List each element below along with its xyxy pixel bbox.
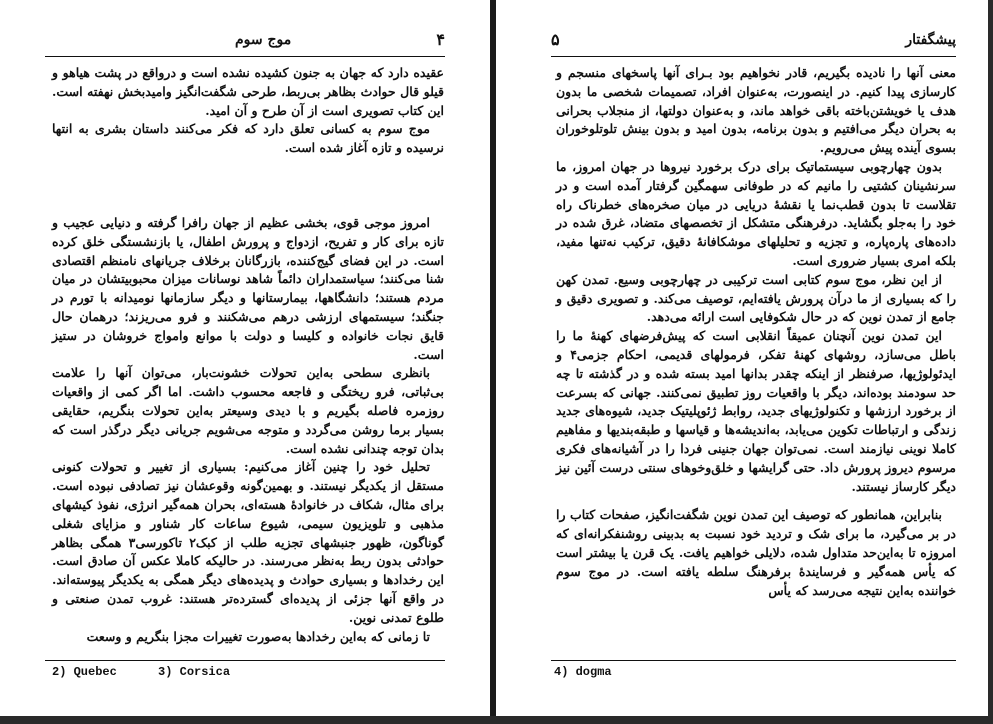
right-page	[496, 0, 993, 724]
left-page	[0, 0, 490, 724]
footnote: 4) dogma	[554, 665, 612, 679]
page-edge	[988, 0, 993, 724]
right-page-body	[556, 64, 956, 600]
page-number: ۴	[436, 30, 445, 49]
header-rule	[551, 56, 956, 57]
header-rule	[45, 56, 445, 57]
running-title: پیشگفتار	[905, 32, 956, 48]
footnotes	[52, 664, 230, 680]
page-edge	[0, 716, 993, 724]
footnote: 2) Quebec	[52, 665, 117, 679]
paragraph: بانظری سطحی به‌این تحولات خشونت‌بار، می‌توان آنها را علامت بی‌ثباتی، فرو ریختگی و فاجعه محسوب داشت. اما اگر کمی از واقعیات روزمره فاصله بگیریم و با دیدی وسیعتر به‌این تحولات بنگریم، حقایقی بسیار برما روشن می‌گردد و متوجه می‌شویم جریانی دیگر درگذر است که بدان توجه چندانی نشده است.	[52, 365, 444, 456]
left-page-body	[52, 64, 444, 646]
right-page-header	[551, 28, 956, 52]
paragraph: این تمدن نوین آنچنان عمیقاً انقلابی است که پیش‌فرضهای کهنهٔ ما را باطل می‌سازد، روشهای کهنهٔ تفکر، فرمولهای قدیمی، احکام جزمی۴ و ایدئولوژیها، صرفنظر از اینکه چقدر بدانها امید بسته شده و در گذشته تا چه حد سودمند بوده‌اند، دیگر با واقعیات روز تطبیق نمی‌کنند. جهانی که بسرعت از برخورد ارزشها و تکنولوژیهای جدید، روابط ژئوپلیتیک جدید، شیوه‌های جدید زندگی و ارتباطات تکوین می‌یابد، به‌اندیشه‌ها و قیاسها و طبقه‌بندیها و مفاهیم کاملا نوینی نیازمند است. نمی‌توان جهان جنینی فردا را در آشیانه‌های فکری مرسوم دیروز پرورش داد. حتی گرایشها و خلق‌وخوهای سنتی درست آئین نیز دیگر کارساز نیستند.	[556, 328, 956, 494]
running-title: موج سوم	[235, 32, 292, 48]
paragraph: معنی آنها را نادیده بگیریم، قادر نخواهیم بود بـرای آنها پاسخهای منسجم و کارسازی پیدا کنیم. در اینصورت، به‌عنوان افراد، تصمیمات شخصی ما بدون هدف یا خویشتن‌باخته باقی خواهد ماند، و به‌عنوان دولتها، از منجلاب بحرانی به بحران دیگر می‌افتیم و بدون برنامه، بدون امید و بدون بینش تلوتلوخوران بسوی آینده پیش می‌رویم.	[556, 65, 956, 156]
paragraph: بنابراین، همانطور که توصیف این تمدن نوین شگفت‌انگیز، صفحات کتاب را در بر می‌گیرد، ما برای شک و تردید خود نسبت به بدبینی روشنفکرانه‌ای که امروزه تا به‌این‌حد متداول شده، دلایلی خواهیم یافت. یک قرن یا بیشتر است که یأس همه‌گیر و فرسایندهٔ برفرهنگ سلطه یافته است. در موج سوم خواننده به‌این نتیجه می‌رسد که یأس	[556, 507, 956, 598]
footnotes	[554, 664, 612, 680]
page-number: ۵	[551, 30, 560, 49]
paragraph: امروز موجی قوی، بخشی عظیم از جهان رافرا گرفته و دنیایی عجیب و تازه برای کار و تفریح، ازدواج و پرورش اطفال، یا بازنشستگی خلق کرده است. در این فضای گیج‌کننده، بازرگانان برخلاف جریانهای نامنظم اقتصادی شنا می‌کنند؛ سیاستمداران دائماً شاهد نوسانات میزان محبوبیتشان در میان مردم هستند؛ دانشگاهها، بیمارستانها و دیگر سازمانها نومیدانه با تورم در جنگند؛ سیستمهای ارزشی درهم می‌شکنند و فرو می‌ریزند؛ درهمان حال قایق نجات خانواده و کلیسا و دولت با موانع وامواج خروشان در ستیز است.	[52, 214, 444, 362]
paragraph: تا زمانی که به‌این رخدادها به‌صورت تغییرات مجزا بنگریم و وسعت	[86, 628, 430, 644]
footnote: 3) Corsica	[158, 665, 231, 679]
paragraph: بدون چهارچوبی سیستماتیک برای درک برخورد نیروها در جهان امروز، ما سرنشینان کشتیی را مانیم که در طوفانی سهمگین گرفتار آمده است و در تقلاست تا بدون قطب‌نما یا نقشهٔ دریایی در میان صخره‌های خطرناک راه خود را به‌جلو بگشاید. درفرهنگی متشکل از تخصصهای متضاد، غرق شده در داده‌های پاره‌پاره، و تجزیه و تحلیلهای موشکافانهٔ دقیق، ترکیب نه‌تنها مفید، بلکه امری بسیار ضروری است.	[556, 158, 956, 268]
paragraph: عقیده دارد که جهان به جنون کشیده نشده است و درواقع در پشت هیاهو و قیلو قال حوادث بظاهر بی‌ربط، طرحی شگفت‌انگیز وامیدبخش نهفته است. این کتاب تصویری است از آن طرح و آن امید.	[52, 65, 444, 118]
footnote-rule	[551, 660, 956, 661]
paragraph: موج سوم به کسانی تعلق دارد که فکر می‌کنند داستان بشری به انتها نرسیده و تازه آغاز شده است.	[52, 121, 444, 156]
paragraph: تحلیل خود را چنین آغاز می‌کنیم: بسیاری از تغییر و تحولات کنونی مستقل از یکدیگر نیستند. و بهمین‌گونه وقوعشان نیز تصادفی نبوده است. برای مثال، شکاف در خانوادهٔ هسته‌ای، بحران همه‌گیر انرژی، نفوذ کیشهای مذهبی و تلویزیون سیمی، شیوع ساعات کار شناور و مزایای شغلی گوناگون، ظهور جنبشهای تجزیه طلب از کبک۲ تاکورسی۳ همگی بظاهر حوادثی بدون ربط به‌نظر می‌رسند. در حالیکه کاملا عکس آن صادق است. این رخدادها و بسیاری حوادث و پدیده‌های دیگر همگی به یکدیگر پیوسته‌اند. در واقع آنها جزئی از پدیده‌ای گسترده‌تر هستند: غروب تمدن صنعتی و طلوع تمدنی نوین.	[52, 459, 444, 625]
left-page-header	[45, 28, 445, 52]
paragraph: از این نظر، موج سوم کتابی است ترکیبی در چهارچوبی وسیع. تمدن کهن را که بسیاری از ما درآن پرورش یافته‌ایم، توصیف می‌کند. و تصویری دقیق و جامع از تمدن نوین که در حال شکوفایی است ارائه می‌دهد.	[556, 271, 956, 325]
footnote-rule	[45, 660, 445, 661]
